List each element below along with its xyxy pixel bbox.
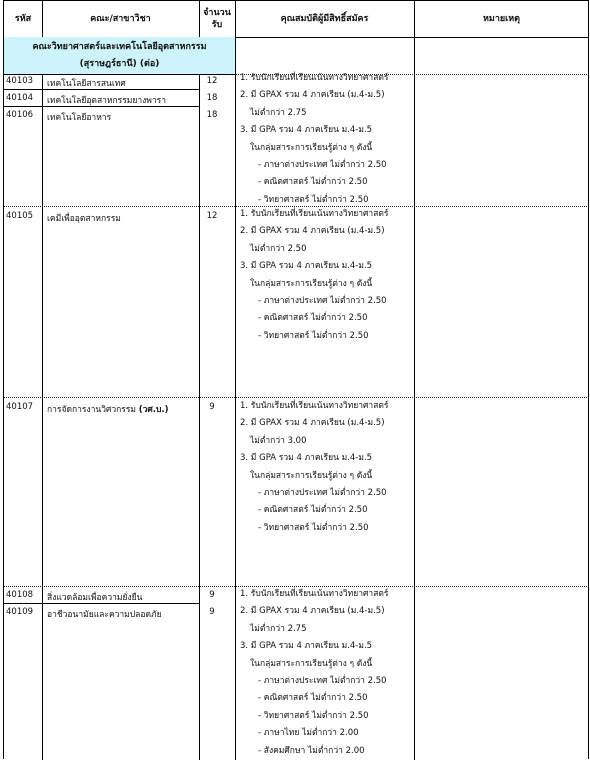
program-seats: 12 xyxy=(206,211,218,221)
faculty-campus: (สุราษฎร์ธานี) (ต่อ) xyxy=(79,58,160,69)
requirement-line: 2. มี GPAX รวม 4 ภาคเรียน (ม.4-ม.5) xyxy=(240,90,385,101)
program-seats: 12 xyxy=(206,76,218,86)
program-seats: 18 xyxy=(206,110,218,120)
requirement-line: - วิทยาศาสตร์ ไม่ต่ำกว่า 2.50 xyxy=(258,194,369,205)
program-seats: 18 xyxy=(206,93,218,103)
requirement-line: - ภาษาต่างประเทศ ไม่ต่ำกว่า 2.50 xyxy=(258,159,387,170)
admission-table xyxy=(3,0,589,759)
requirement-line: 2. มี GPAX รวม 4 ภาคเรียน (ม.4-ม.5) xyxy=(240,226,385,237)
requirement-line: - ภาษาต่างประเทศ ไม่ต่ำกว่า 2.50 xyxy=(258,487,387,498)
program-code: 40109 xyxy=(6,607,34,617)
program-seats: 9 xyxy=(209,590,215,600)
requirement-line: ไม่ต่ำกว่า 3.00 xyxy=(250,435,307,446)
program-code: 40108 xyxy=(6,590,34,600)
requirement-line: ไม่ต่ำกว่า 2.75 xyxy=(250,623,307,634)
requirement-line: 3. มี GPA รวม 4 ภาคเรียน ม.4-ม.5 xyxy=(240,125,373,136)
column-divider xyxy=(42,1,43,760)
header-seats-line2: รับ xyxy=(211,20,223,30)
requirement-line: - ภาษาต่างประเทศ ไม่ต่ำกว่า 2.50 xyxy=(258,295,387,306)
header-remarks: หมายเหตุ xyxy=(482,14,521,24)
requirement-line: - คณิตศาสตร์ ไม่ต่ำกว่า 2.50 xyxy=(258,177,368,188)
requirement-line: ในกลุ่มสาระการเรียนรู้ต่าง ๆ ดังนี้ xyxy=(250,142,373,153)
requirements-list xyxy=(238,586,418,760)
requirement-line: 3. มี GPA รวม 4 ภาคเรียน ม.4-ม.5 xyxy=(240,641,373,652)
program-name: เทคโนโลยีสารสนเทศ xyxy=(47,79,126,89)
header-faculty-major: คณะ/สาขาวิชา xyxy=(90,14,151,24)
requirement-line: 1. รับนักเรียนที่เรียนเน้นทางวิทยาศาสตร์ xyxy=(240,589,389,599)
header-qualifications: คุณสมบัติผู้มีสิทธิ์สมัคร xyxy=(280,14,369,24)
requirement-line: 3. มี GPA รวม 4 ภาคเรียน ม.4-ม.5 xyxy=(240,261,373,272)
program-name: เทคโนโลยีอุตสาหกรรมยางพารา xyxy=(47,96,167,106)
program-seats: 9 xyxy=(209,402,215,412)
requirement-line: 1. รับนักเรียนที่เรียนเน้นทางวิทยาศาสตร์ xyxy=(240,401,389,411)
program-seats: 9 xyxy=(209,607,215,617)
requirement-line: - คณิตศาสตร์ ไม่ต่ำกว่า 2.50 xyxy=(258,505,368,516)
column-divider xyxy=(235,1,236,760)
requirement-line: - วิทยาศาสตร์ ไม่ต่ำกว่า 2.50 xyxy=(258,330,369,341)
program-code: 40105 xyxy=(6,211,34,221)
requirement-line: 2. มี GPAX รวม 4 ภาคเรียน (ม.4-ม.5) xyxy=(240,418,385,429)
program-name: สิ่งแวดล้อมเพื่อความยั่งยืน xyxy=(47,593,143,603)
requirements-list xyxy=(238,206,418,345)
faculty-heading xyxy=(4,37,235,74)
requirement-line: 3. มี GPA รวม 4 ภาคเรียน ม.4-ม.5 xyxy=(240,453,373,464)
requirements-list xyxy=(238,398,418,537)
row-divider xyxy=(4,89,199,90)
requirement-line: - วิทยาศาสตร์ ไม่ต่ำกว่า 2.50 xyxy=(258,710,369,721)
header-code: รหัส xyxy=(14,14,32,24)
program-name: เคมีเพื่ออุตสาหกรรม xyxy=(47,214,121,224)
requirement-line: ในกลุ่มสาระการเรียนรู้ต่าง ๆ ดังนี้ xyxy=(250,658,373,669)
row-divider xyxy=(4,106,199,107)
program-code: 40103 xyxy=(6,76,34,86)
row-divider xyxy=(4,603,199,604)
faculty-name: คณะวิทยาศาสตร์และเทคโนโลยีอุตสาหกรรม xyxy=(32,41,207,52)
program-name-text: การจัดการงานวิศวกรรม xyxy=(47,405,137,415)
column-divider xyxy=(199,74,200,760)
program-name: อาชีวอนามัยและความปลอดภัย xyxy=(47,610,162,620)
requirement-line: - คณิตศาสตร์ ไม่ต่ำกว่า 2.50 xyxy=(258,313,368,324)
row-divider xyxy=(4,74,235,75)
requirements-list xyxy=(238,70,418,209)
requirement-line: ไม่ต่ำกว่า 2.50 xyxy=(250,243,307,254)
requirement-line: 2. มี GPAX รวม 4 ภาคเรียน (ม.4-ม.5) xyxy=(240,606,385,617)
requirement-line: - ภาษาไทย ไม่ต่ำกว่า 2.00 xyxy=(258,728,359,739)
requirement-line: - สังคมศึกษา ไม่ต่ำกว่า 2.00 xyxy=(258,745,365,756)
program-name-degree: (วศ.บ.) xyxy=(138,405,169,415)
requirement-line: 1. รับนักเรียนที่เรียนเน้นทางวิทยาศาสตร์ xyxy=(240,73,389,83)
requirement-line: - วิทยาศาสตร์ ไม่ต่ำกว่า 2.50 xyxy=(258,522,369,533)
program-code: 40107 xyxy=(6,402,34,412)
requirement-line: ในกลุ่มสาระการเรียนรู้ต่าง ๆ ดังนี้ xyxy=(250,278,373,289)
requirement-line: - ภาษาต่างประเทศ ไม่ต่ำกว่า 2.50 xyxy=(258,675,387,686)
requirement-line: ในกลุ่มสาระการเรียนรู้ต่าง ๆ ดังนี้ xyxy=(250,470,373,481)
header-seats xyxy=(199,1,235,37)
requirement-line: - คณิตศาสตร์ ไม่ต่ำกว่า 2.50 xyxy=(258,693,368,704)
program-name: เทคโนโลยีอาหาร xyxy=(47,113,112,123)
program-name xyxy=(47,402,169,416)
requirement-line: ไม่ต่ำกว่า 2.75 xyxy=(250,107,307,118)
requirement-line: 1. รับนักเรียนที่เรียนเน้นทางวิทยาศาสตร์ xyxy=(240,209,389,219)
header-seats-line1: จำนวน xyxy=(203,8,231,18)
program-code: 40106 xyxy=(6,110,34,120)
program-code: 40104 xyxy=(6,93,34,103)
